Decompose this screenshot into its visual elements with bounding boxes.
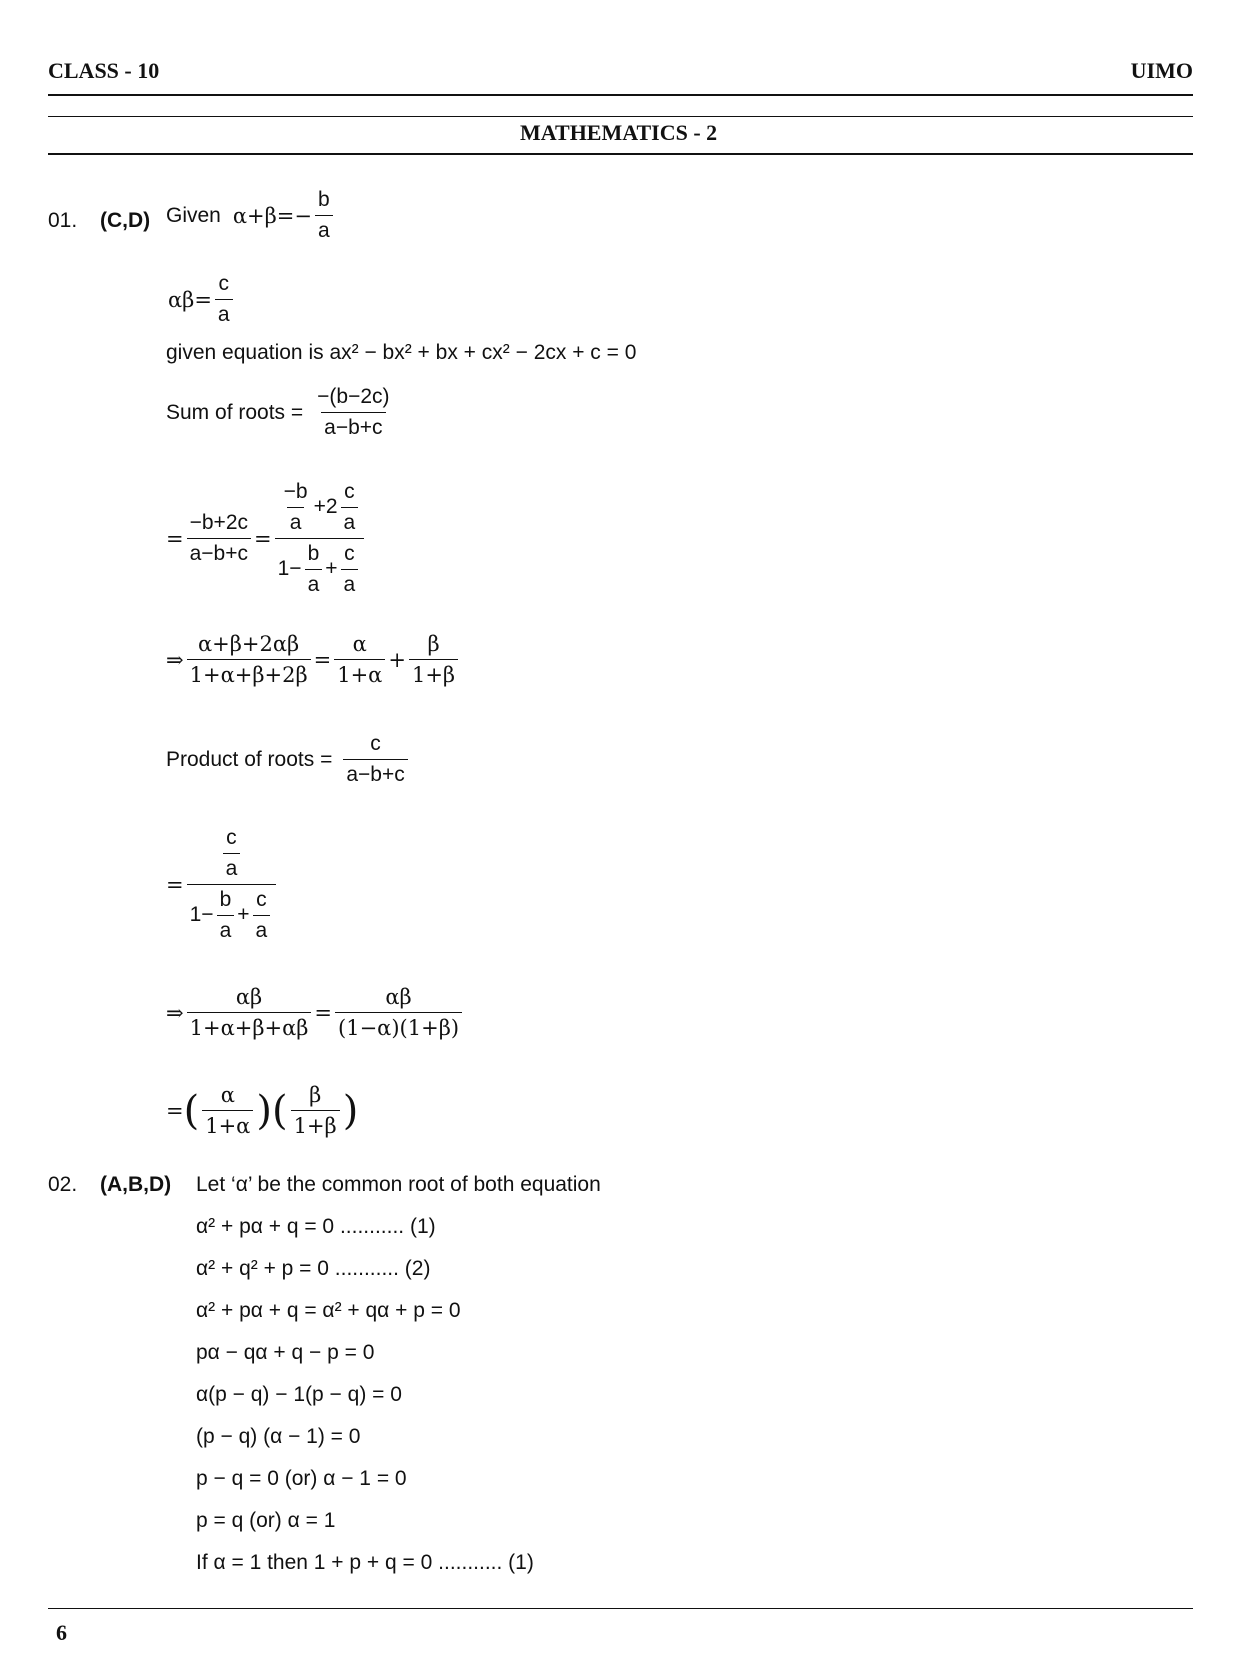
fraction (305, 542, 323, 597)
numerator: β (427, 632, 440, 656)
fraction (187, 985, 312, 1040)
equals-sign: = (166, 526, 184, 551)
denominator: a (341, 507, 359, 535)
fraction (187, 511, 251, 566)
fraction (335, 985, 462, 1040)
answer-key: (A,B,D) (100, 1173, 172, 1196)
work-line: α² + pα + q = α² + qα + p = 0 (196, 1299, 461, 1322)
subject-title: MATHEMATICS - 2 (520, 120, 718, 145)
work-line: p = q (or) α = 1 (196, 1509, 336, 1532)
fraction (334, 632, 385, 687)
work-line: p − q = 0 (or) α − 1 = 0 (196, 1467, 407, 1490)
sum-lhs: α+β=− (232, 203, 312, 228)
page-number: 6 (56, 1620, 67, 1645)
equals-sign: = (166, 1098, 184, 1123)
numerator: αβ (385, 985, 412, 1009)
denominator: 1+α+β+2β (187, 659, 311, 687)
numerator: −b (283, 480, 308, 503)
class-label: CLASS - 10 (48, 58, 160, 83)
denominator: a−b+c (187, 538, 251, 566)
equals-sign: = (166, 872, 184, 897)
numerator: $\frac{-b}{a}$ +2 $\frac{c}{a}$ (275, 480, 365, 538)
given-equation: given equation is ax² − bx² + bx + cx² − 2cx + c = 0 (166, 341, 637, 364)
fraction (281, 480, 311, 535)
denominator: a (341, 569, 359, 597)
denominator: 1+β (291, 1110, 340, 1138)
product-of-roots (166, 732, 411, 787)
denominator: (1−α)(1+β) (335, 1012, 462, 1040)
product-step-2: ⇒ $\frac{\alpha\beta}{1+\alpha+\beta+\alpha\beta}$ = $\frac{\alpha\beta}{(1-\alpha)(1+\beta)}$ (166, 985, 465, 1040)
fraction (215, 272, 233, 327)
denominator: a (253, 915, 271, 943)
fraction (409, 632, 458, 687)
fraction (315, 188, 333, 243)
fraction (217, 888, 235, 943)
product-step-1 (166, 826, 279, 943)
header-rule-mid (48, 116, 1193, 117)
implies-sign: ⇒ (166, 647, 184, 672)
denominator: a (217, 915, 235, 943)
equals-sign: = (254, 526, 272, 551)
question-number: 01. (48, 209, 78, 232)
numerator: α (220, 1083, 235, 1107)
numerator: c (226, 826, 237, 849)
numerator: −b+2c (189, 511, 248, 534)
numerator: αβ (235, 985, 263, 1009)
sum-step-2: ⇒ $\frac{\alpha+\beta+2\alpha\beta}{1+\alpha+\beta+2\beta}$ = $\frac{\alpha}{1+\alpha}$ + $\frac{\beta}{1+\beta}$ (166, 632, 461, 687)
work-line: pα − qα + q − p = 0 (196, 1341, 375, 1364)
denominator: 1+β (409, 659, 458, 687)
numerator: c (256, 888, 267, 911)
numerator: c (370, 732, 381, 755)
sum-of-roots (166, 385, 396, 440)
implies-sign: ⇒ (166, 1000, 184, 1025)
numerator: c (218, 272, 230, 295)
numerator: b (307, 542, 320, 565)
compound-fraction (275, 480, 365, 597)
left-paren: ( (271, 1087, 288, 1134)
sum-step-1 (166, 480, 367, 597)
header-rule-top (48, 94, 1193, 96)
numerator: c (344, 480, 355, 503)
fraction (343, 732, 407, 787)
right-paren: ) (342, 1087, 359, 1134)
competition-label: UIMO (1130, 58, 1193, 83)
denominator: a−b+c (321, 412, 385, 440)
denominator: a (305, 569, 323, 597)
denominator: a (215, 299, 233, 327)
denominator: 1− $\frac{b}{a}$ + $\frac{c}{a}$ (275, 538, 365, 597)
right-paren: ) (256, 1087, 272, 1134)
fraction (253, 888, 271, 943)
numerator: b (317, 188, 330, 211)
product-lhs: αβ= (168, 287, 212, 312)
fraction (202, 1083, 253, 1138)
denominator: a (315, 215, 333, 243)
denominator: a (287, 507, 305, 535)
numerator: α (352, 632, 367, 656)
sum-label: Sum of roots = (166, 400, 304, 424)
question-number: 02. (48, 1173, 78, 1196)
numerator: β (309, 1083, 322, 1107)
denominator: a (223, 853, 241, 881)
numerator: α+β+2αβ (198, 632, 300, 656)
footer-rule (48, 1608, 1193, 1609)
given-sum (166, 188, 336, 243)
answer-key: (C,D) (100, 209, 151, 232)
denominator: 1− $\frac{b}{a}$ + $\frac{c}{a}$ (187, 884, 277, 943)
fraction (341, 542, 359, 597)
numerator: b (219, 888, 232, 911)
work-line: α² + q² + p = 0 ........... (2) (196, 1257, 431, 1280)
numerator: −(b−2c) (317, 385, 390, 408)
given-label: Given (166, 203, 221, 227)
fraction (291, 1083, 340, 1138)
header-rule-bottom (48, 153, 1193, 155)
work-line: If α = 1 then 1 + p + q = 0 ........... (1) (196, 1551, 534, 1574)
fraction (314, 385, 392, 440)
denominator: 1+α+β+αβ (187, 1012, 312, 1040)
product-step-3 (166, 1083, 358, 1138)
fraction (187, 632, 311, 687)
question-intro: Let ‘α’ be the common root of both equation (196, 1173, 601, 1196)
work-line: α(p − q) − 1(p − q) = 0 (196, 1383, 402, 1406)
work-line: (p − q) (α − 1) = 0 (196, 1425, 361, 1448)
work-line: α² + pα + q = 0 ........... (1) (196, 1215, 436, 1238)
denominator: a−b+c (343, 759, 407, 787)
compound-fraction (187, 826, 277, 943)
fraction (341, 480, 359, 535)
numerator: c (344, 542, 355, 565)
numerator (217, 826, 247, 884)
left-paren: ( (183, 1087, 200, 1134)
denominator: 1+α (202, 1110, 253, 1138)
given-product (168, 272, 236, 327)
fraction (223, 826, 241, 881)
product-label: Product of roots = (166, 747, 333, 771)
denominator: 1+α (334, 659, 385, 687)
